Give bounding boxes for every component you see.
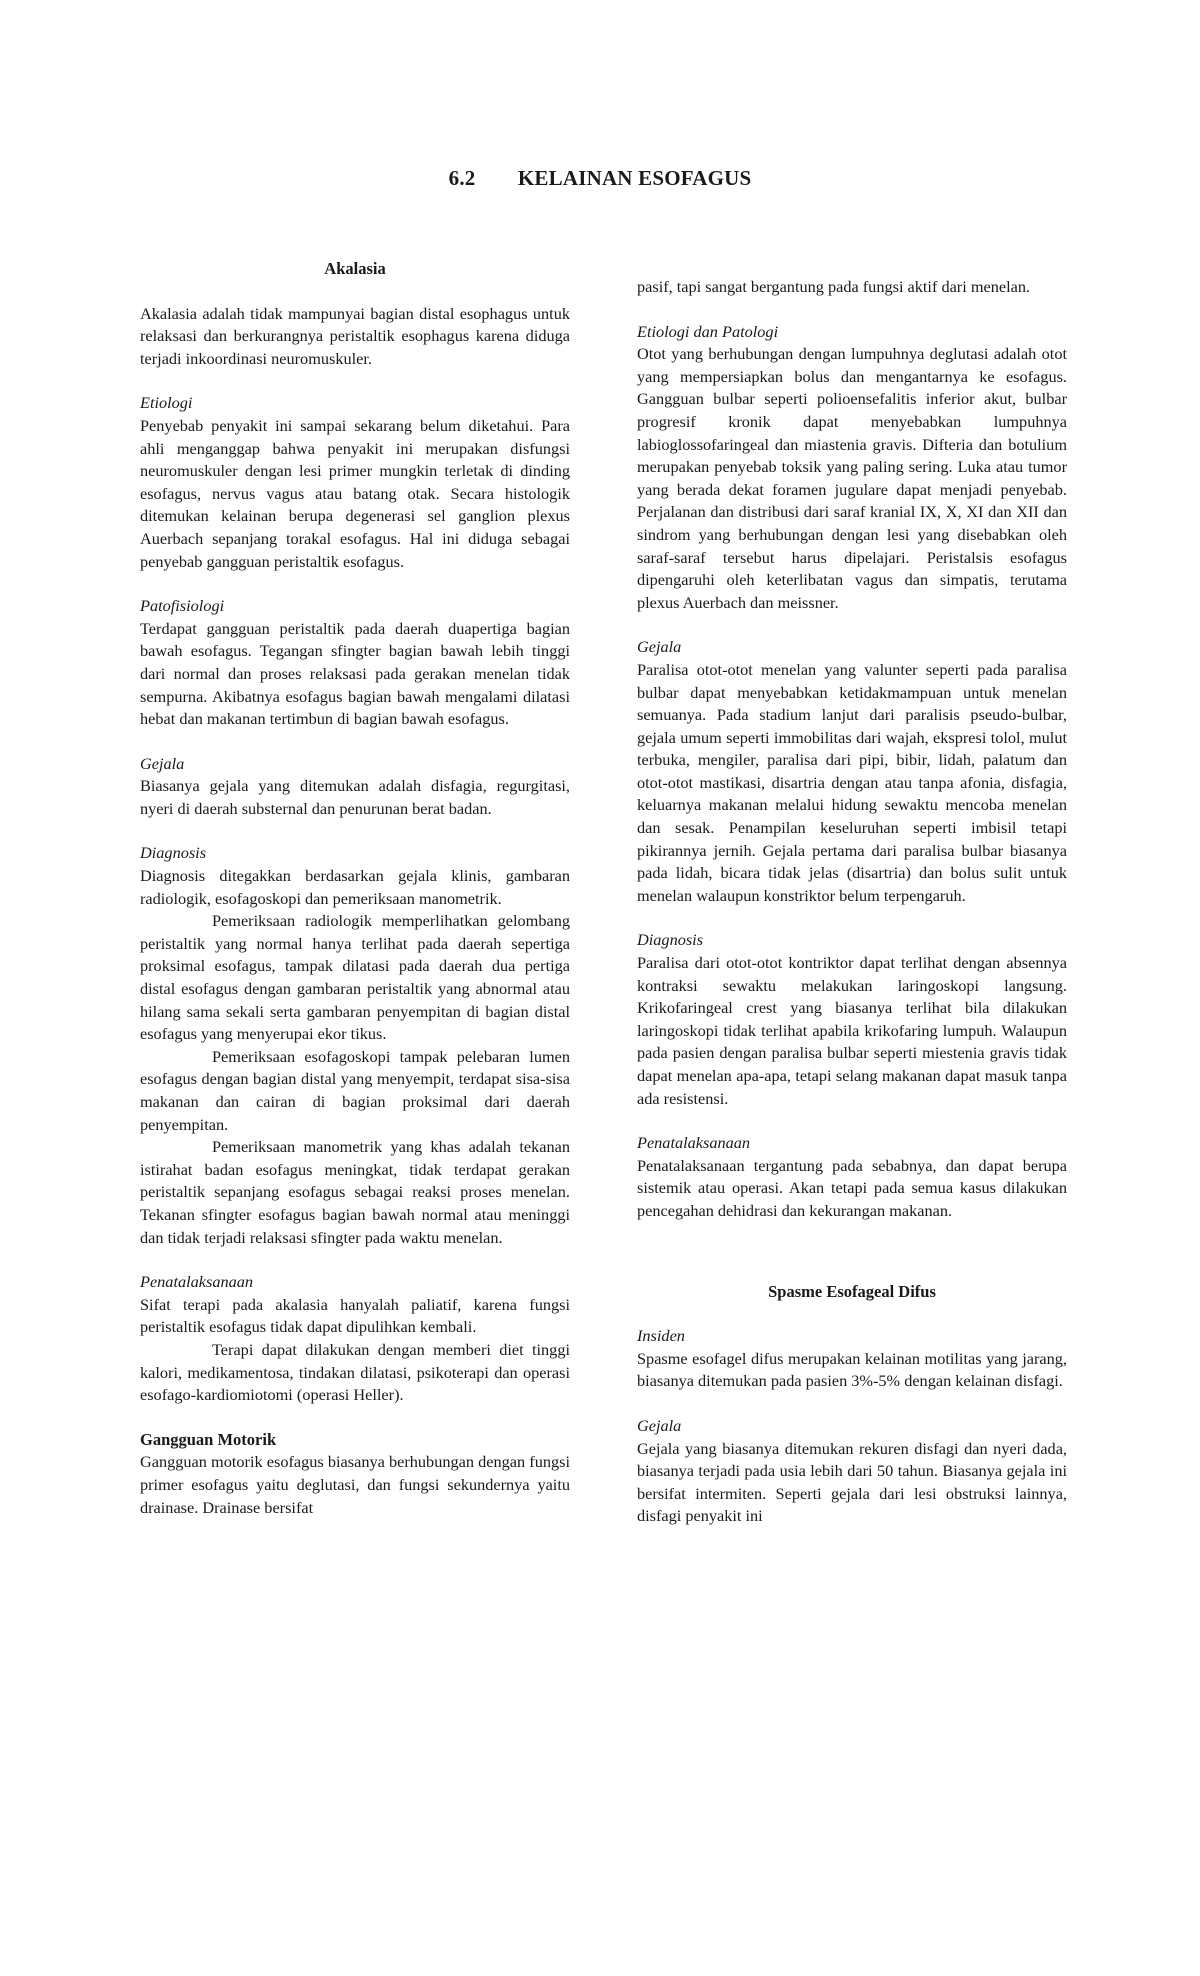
diagnosis-p4: Pemeriksaan manometrik yang khas adalah tekanan istirahat badan esofagus meningkat, tidak terdapat gerakan peristaltik sepanjang esofagus sebagai reaksi proses menelan. Tekanan sfingter esofagus bagian bawah normal atau meninggi dan tidak terjadi relaksasi sfingter pada waktu menelan. [140,1137,570,1247]
patofisiologi-title: Patofisiologi [140,596,225,616]
akalasia-intro: Akalasia adalah tidak mampunyai bagian distal esophagus untuk relaksasi dan berkurangnya peristaltik esophagus karena diduga terjadi inkoordinasi neuromuskuler. [140,303,570,368]
diagnosis-text-right: Paralisa dari otot-otot kontriktor dapat terlihat dengan absennya kontraksi sewaktu melakukan laringoskopi langsung. Krikofaringeal crest yang biasanya terlihat bila dilakukan laringoskopi tidak terlihat apabila krikofaring lumpuh. Walaupun pada pasien dengan paralisa bulbar seperti miestenia gravis tidak dapat menelan apa-apa, tetapi selang makanan dapat masuk tanpa ada resistensi. [637,953,1067,1108]
etiologi-patologi-block [637,321,1067,615]
etiologi-title: Etiologi [140,393,193,413]
right-column [637,276,1067,1528]
continuation-text: pasif, tapi sangat bergantung pada fungsi aktif dari menelan. [637,277,1031,296]
patofisiologi-block [140,595,570,731]
diagnosis-p3: Pemeriksaan esofagoskopi tampak pelebaran lumen esofagus dengan bagian distal yang menyempit, terdapat sisa-sisa makanan dan cairan di bagian proksimal dari daerah penyempitan. [140,1046,570,1134]
page-title: 6.2 KELAINAN ESOFAGUS [448,166,752,190]
diagnosis-block-left [140,842,570,1249]
insiden-block [637,1325,1067,1393]
diagnosis-title-left: Diagnosis [140,843,207,863]
spasme-gejala-block [637,1415,1067,1528]
section-heading-akalasia: Akalasia [324,259,386,278]
gejala-text-left: Biasanya gejala yang ditemukan adalah disfagia, regurgitasi, nyeri di daerah substernal dan penurunan berat badan. [140,776,570,818]
gejala-block-left [140,753,570,821]
insiden-title: Insiden [637,1326,685,1346]
diagnosis-p1: Diagnosis ditegakkan berdasarkan gejala klinis, gambaran radiologik, esofagoskopi dan pemeriksaan manometrik. [140,866,570,908]
etiologi-patologi-title: Etiologi dan Patologi [637,321,779,341]
diagnosis-block-right [637,929,1067,1110]
etiologi-patologi-text: Otot yang berhubungan dengan lumpuhnya deglutasi adalah otot yang mempersiapkan bolus dan mengantarnya ke esofagus. Gangguan bulbar seperti polioensefalitis inferior akut, bulbar progresif kronik dapat menyebabkan lumpuhnya labioglossofaringeal dan miastenia gravis. Difteria dan botulium merupakan penyebab toksik yang paling sering. Luka atau tumor yang berada dekat foramen jugulare dapat menjadi penyebab. Perjalanan dan distribusi dari saraf kranial IX, X, XI dan XII dan sindrom yang berhubungan dengan lesi yang disebabkan oleh saraf-saraf tersebut harus dipelajari. Peristalsis esofagus dipengaruhi oleh keterlibatan vagus dan simpatis, terutama plexus Auerbach dan meissner. [637,344,1067,612]
gejala-title-right: Gejala [637,637,682,657]
patofisiologi-text: Terdapat gangguan peristaltik pada daerah duapertiga bagian bawah esofagus. Tegangan sfingter bagian bawah lebih tinggi dari normal dan proses relaksasi pada gerakan menelan tidak sempurna. Akibatnya esofagus bagian bawah mengalami dilatasi hebat dan makanan tertimbun di bagian bawah esofagus. [140,618,570,729]
diagnosis-p2: Pemeriksaan radiologik memperlihatkan gelombang peristaltik yang normal hanya terlihat pada daerah sepertiga proksimal esofagus, tampak dilatasi pada daerah dua pertiga distal esofagus dengan gambaran peristaltik yang abnormal atau hilang sama sekali serta gambaran penyempitan di bagian distal esofagus yang menyerupai ekor tikus. [140,911,570,1044]
etiologi-block [140,392,570,573]
penatalaksanaan-title-left: Penatalaksanaan [140,1272,254,1292]
section-spacer [637,1245,1067,1281]
gangguan-motorik-block [140,1429,570,1519]
etiologi-text: Penyebab penyakit ini sampai sekarang belum diketahui. Para ahli menganggap bahwa penyakit ini merupakan disfungsi neuromuskuler dengan lesi primer mungkin terletak di dinding esofagus, nervus vagus atau batang otak. Secara histologik ditemukan kelainan berupa degenerasi sel ganglion plexus Auerbach sepanjang torakal esofagus. Hal ini diduga sebagai penyebab gangguan peristaltik esofagus. [140,415,570,571]
penatalaksanaan-title-right: Penatalaksanaan [637,1133,751,1153]
penatalaksanaan-p1: Sifat terapi pada akalasia hanyalah paliatif, karena fungsi peristaltik esofagus tidak dapat dipulihkan kembali. [140,1294,570,1337]
left-column [140,258,570,1519]
gangguan-motorik-title: Gangguan Motorik [140,1429,277,1449]
gejala-block-right [637,636,1067,907]
penatalaksanaan-text-right: Penatalaksanaan tergantung pada sebabnya, dan dapat berupa sistemik atau operasi. Akan tetapi pada semua kasus dilakukan pencegahan dehidrasi dan kekurangan makanan. [637,1155,1067,1220]
spasme-gejala-text: Gejala yang biasanya ditemukan rekuren disfagi dan nyeri dada, biasanya terjadi pada usia lebih dari 50 tahun. Biasanya gejala ini bersifat intermiten. Seperti gejala dari lesi obstruksi lainnya, disfagi penyakit ini [637,1438,1067,1526]
gangguan-motorik-text: Gangguan motorik esofagus biasanya berhubungan dengan fungsi primer esofagus yaitu deglutasi, dan fungsi sekundernya yaitu drainase. Drainase bersifat [140,1452,570,1517]
continuation-block [637,276,1067,299]
gejala-title-left: Gejala [140,753,185,773]
spasme-gejala-title: Gejala [637,1415,682,1435]
penatalaksanaan-p2: Terapi dapat dilakukan dengan memberi diet tinggi kalori, medikamentosa, tindakan dilatasi, psikoterapi dan operasi esofago-kardiomiotomi (operasi Heller). [140,1339,570,1405]
section-heading-spasme: Spasme Esofageal Difus [768,1281,936,1301]
insiden-text: Spasme esofagel difus merupakan kelainan motilitas yang jarang, biasanya ditemukan pada pasien 3%-5% dengan kelainan disfagi. [637,1348,1067,1391]
akalasia-intro-block [140,303,570,371]
penatalaksanaan-block-right [637,1132,1067,1222]
gejala-text-right: Paralisa otot-otot menelan yang valunter seperti pada paralisa bulbar dapat menyebabkan ketidakmampuan untuk menelan semuanya. Pada stadium lanjut dari paralisis pseudo-bulbar, gejala umum seperti immobilitas dari wajah, ekspresi tolol, mulut terbuka, mengiler, paralisa dari pipi, bibir, lidah, palatum dan otot-otot mastikasi, disartria dengan atau tanpa afonia, disfagia, keluarnya makanan melalui hidung sewaktu mencoba menelan dan sesak. Penampilan keseluruhan seperti imbisil tetapi pikirannya jernih. Gejala pertama dari paralisa bulbar biasanya pada lidah, bicara tidak jelas (disartria) dan bolus sulit untuk menelan walaupun konstriktor belum terpengaruh. [637,659,1067,905]
penatalaksanaan-block-left [140,1271,570,1407]
diagnosis-title-right: Diagnosis [637,930,704,950]
